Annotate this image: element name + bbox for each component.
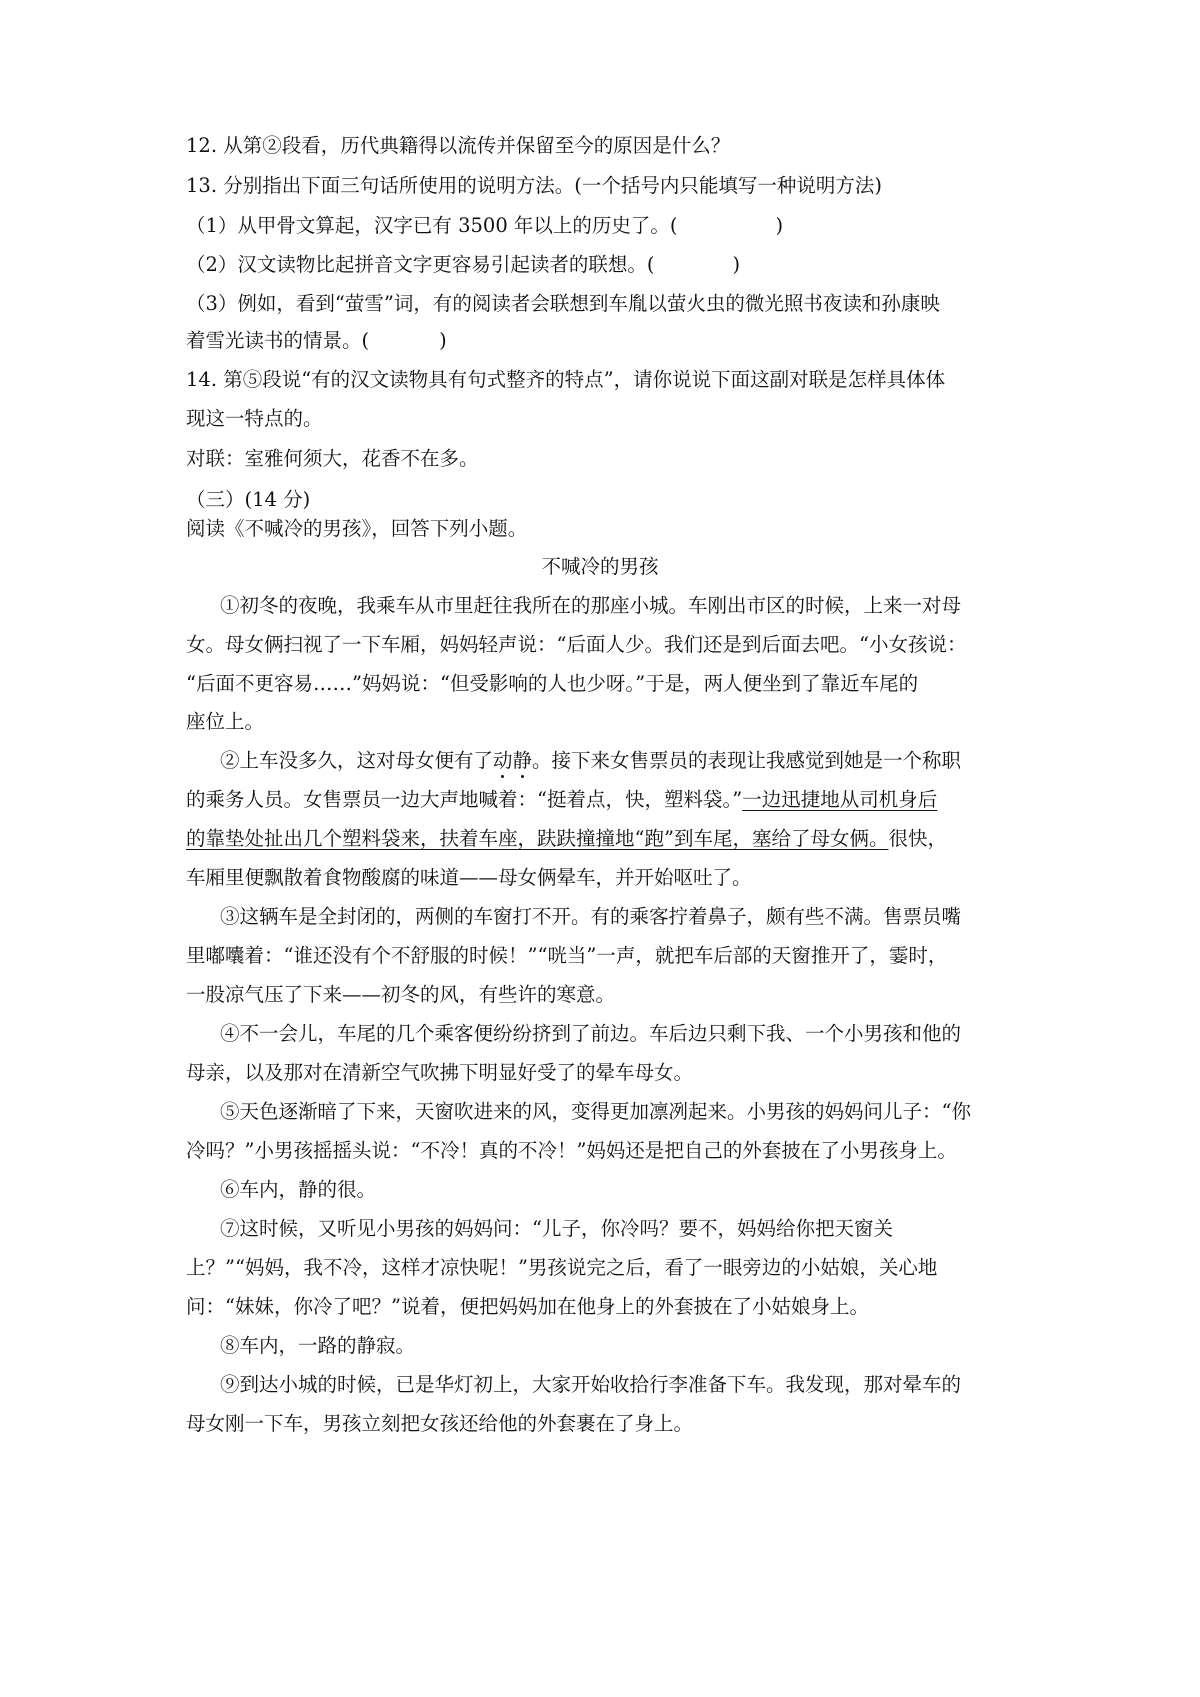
paragraph-2-line-2-start: 的乘务人员。女售票员一边大声地喊着：“挺着点，快，塑料袋。” (186, 788, 743, 811)
underlined-sentence: 的靠垫处扯出几个塑料袋来，扶着车座，趺趺撞撞地“跑”到车尾，塞给了母女俩。 (186, 827, 889, 850)
paragraph-4-line-2: 母亲，以及那对在清新空气吹拂下明显好受了的晕车母女。 (186, 1061, 694, 1084)
underlined-sentence: 一边迅捷地从司机身后 (742, 788, 938, 811)
paragraph-5-line-2: 冷吗？”小男孩摇摇头说：“不冷！真的不冷！”妈妈还是把自己的外套披在了小男孩身上。 (186, 1139, 957, 1162)
couplet: 对联：室雅何须大，花香不在多。 (186, 447, 479, 470)
question-13-item-3-text: 着雪光读书的情景。( (186, 329, 370, 352)
paragraph-8: ⑧车内，一路的静寂。 (220, 1334, 416, 1357)
paragraph-1-line-4: 座位上。 (186, 710, 265, 733)
section-instruction: 阅读《不喊冷的男孩》，回答下列小题。 (186, 517, 528, 540)
question-14-line-2: 现这一特点的。 (186, 407, 323, 430)
question-13-item-1 (186, 212, 783, 240)
question-14-line-1: 14. 第⑤段说“有的汉文读物具有句式整齐的特点”，请你说说下面这副对联是怎样具体体 (186, 368, 946, 391)
paragraph-5-line-1: ⑤天色逐渐暗了下来，天窗吹进来的风，变得更加凛冽起来。小男孩的妈妈问儿子：“你 (220, 1100, 971, 1123)
question-13-item-3-line-1: （3）例如，看到“萤雪”词，有的阅读者会联想到车胤以萤火虫的微光照书夜读和孙康映 (186, 292, 940, 315)
question-12: 12. 从第②段看，历代典籍得以流传并保留至今的原因是什么？ (186, 134, 731, 157)
question-13-item-3-line-2 (186, 327, 447, 355)
paragraph-3-line-3: 一股凉气压了下来——初冬的风，有些许的寒意。 (186, 983, 616, 1006)
paragraph-2-line-3 (186, 825, 947, 853)
paragraph-1-line-3: “后面不更容易……”妈妈说：“但受影响的人也少呀。”于是，两人便坐到了靠近车尾的 (186, 672, 919, 695)
paragraph-3-line-2: 里嘟囔着：“谁还没有个不舒服的时候！”“咣当”一声，就把车后部的天窗推开了，霎时， (186, 944, 948, 967)
section-header: （三）(14 分) (186, 488, 311, 511)
paragraph-2-line-3-end: 很快， (888, 827, 947, 850)
emphasis-dot-char: 动 (493, 749, 513, 772)
paragraph-9-line-2: 母女刚一下车，男孩立刻把女孩还给他的外套裹在了身上。 (186, 1412, 694, 1435)
paragraph-4-line-1: ④不一会儿，车尾的几个乘客便纷纷挤到了前边。车后边只剩下我、一个小男孩和他的 (220, 1022, 962, 1045)
paragraph-2-line-4: 车厢里便飘散着食物酸腐的味道——母女俩晕车，并开始呕吐了。 (186, 866, 752, 889)
paragraph-6: ⑥车内，静的很。 (220, 1178, 377, 1201)
question-13-item-2-text: （2）汉文读物比起拼音文字更容易引起读者的联想。( (186, 253, 655, 276)
emphasis-dot-char: 静 (512, 749, 533, 772)
paragraph-7-line-2: 上？”“妈妈，我不冷，这样才凉快呢！”男孩说完之后，看了一眼旁边的小姑娘，关心地 (186, 1256, 938, 1279)
paragraph-7-line-3: 问：“妹妹，你冷了吧？”说着，便把妈妈加在他身上的外套披在了小姑娘身上。 (186, 1295, 869, 1318)
question-13: 13. 分别指出下面三句话所使用的说明方法。(一个括号内只能填写一种说明方法) (186, 174, 882, 197)
paragraph-7-line-1: ⑦这时候，又听见小男孩的妈妈问：“儿子，你冷吗？要不，妈妈给你把天窗关 (220, 1217, 893, 1240)
question-13-item-2-close: ) (732, 253, 741, 276)
paragraph-2-line-1 (220, 747, 961, 775)
paragraph-2-line-1-end: 。接下来女售票员的表现让我感觉到她是一个称职 (532, 749, 962, 772)
paragraph-1-line-1: ①初冬的夜晚，我乘车从市里赶往我所在的那座小城。车刚出市区的时候，上来一对母 (220, 594, 962, 617)
paragraph-2-line-1-start: ②上车没多久，这对母女便有了 (220, 749, 494, 772)
question-13-item-1-text: （1）从甲骨文算起，汉字已有 3500 年以上的历史了。( (186, 214, 678, 237)
question-13-item-1-close: ) (775, 214, 784, 237)
question-13-item-2 (186, 251, 740, 279)
question-13-item-3-close: ) (439, 329, 447, 352)
paragraph-1-line-2: 女。母女俩扫视了一下车厢，妈妈轻声说：“后面人少。我们还是到后面去吧。“小女孩说： (186, 633, 967, 656)
paragraph-2-line-2 (186, 786, 937, 814)
paragraph-9-line-1: ⑨到达小城的时候，已是华灯初上，大家开始收拾行李准备下车。我发现，那对晕车的 (220, 1373, 962, 1396)
paragraph-3-line-1: ③这辆车是全封闭的，两侧的车窗打不开。有的乘客拧着鼻子，颇有些不满。售票员嘴 (220, 905, 962, 928)
story-title: 不喊冷的男孩 (541, 555, 659, 578)
